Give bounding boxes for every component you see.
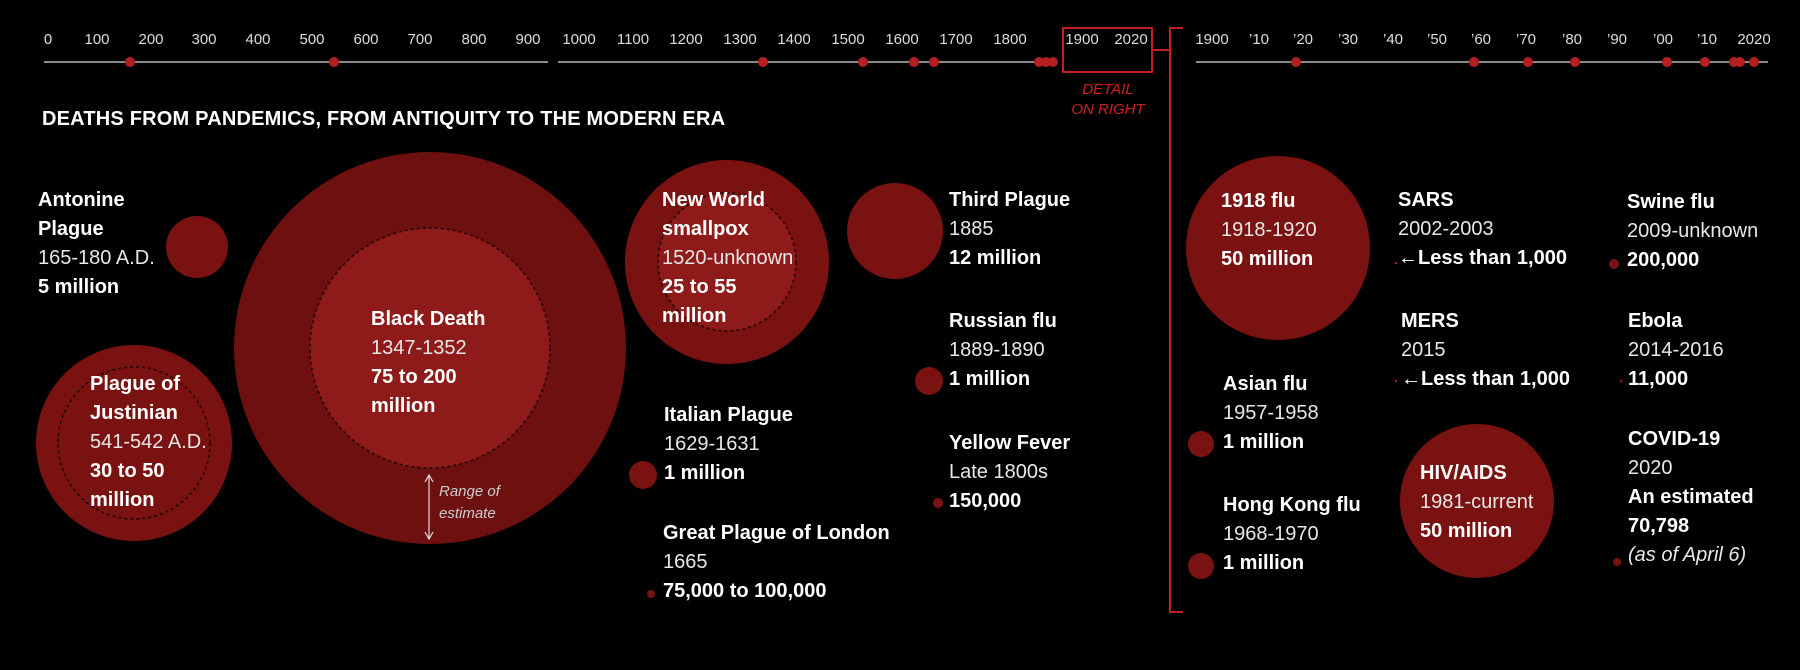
bubble-third [847,183,943,279]
justinian-deaths-2: million [90,489,155,511]
swine-years: 2009-unknown [1627,220,1759,242]
antonine-name-2: Plague [38,218,104,240]
timeline-dot-italian [909,57,919,67]
sars-arrow-icon: ← [1398,247,1418,269]
ebola-years: 2014-2016 [1628,339,1724,361]
label-london [663,519,890,606]
right-timeline-tick-label: ’80 [1561,31,1583,48]
hiv-deaths: 50 million [1420,520,1513,542]
left-timeline-tick-label: 200 [138,31,164,48]
left-timeline-tick-label: 1700 [939,31,973,48]
timeline-dot-1918 [1291,57,1301,67]
antonine-name-1: Antonine [38,189,125,211]
label-yellow [949,429,1070,516]
left-timeline-tick-label: 1900 [1065,31,1099,48]
right-timeline-tick-label: ’50 [1426,31,1448,48]
chart-title: DEATHS FROM PANDEMICS, FROM ANTIQUITY TO THE MODERN ERA [42,108,726,130]
left-timeline-tick-label: 900 [515,31,541,48]
label-third [949,186,1070,273]
detail-note-line2: ON RIGHT [1071,101,1145,118]
bubble-ebola [1620,380,1623,383]
detail-bracket [1170,28,1183,612]
smallpox-name-2: smallpox [662,218,749,240]
label-sars [1398,186,1567,273]
range-note-line2: estimate [439,505,496,522]
label-swine [1627,188,1758,275]
third-name: Third Plague [949,189,1071,211]
label-1918 [1221,187,1317,274]
covid-name: COVID-19 [1628,428,1721,450]
sars-deaths-line [1398,244,1567,273]
justinian-name-1: Plague of [90,373,181,395]
sars-name: SARS [1398,189,1454,211]
black-death-deaths-2: million [371,395,436,417]
timeline-dot-hiv [1570,57,1580,67]
left-timeline-tick-label: 800 [461,31,487,48]
third-deaths: 12 million [949,247,1042,269]
italian-years: 1629-1631 [664,433,760,455]
right-timeline-tick-label: 1900 [1195,31,1229,48]
hiv-name: HIV/AIDS [1420,462,1507,484]
hiv-years: 1981-current [1420,491,1534,513]
smallpox-years: 1520-unknown [662,247,794,269]
right-timeline-tick-label: ’70 [1515,31,1537,48]
left-timeline-tick-label: 1600 [885,31,919,48]
mers-arrow-icon: ← [1401,368,1421,390]
asian-years: 1957-1958 [1223,402,1319,424]
russian-name: Russian flu [949,310,1057,332]
sars-deaths: Less than 1,000 [1418,247,1567,269]
label-hongkong [1223,491,1361,578]
swine-deaths: 200,000 [1627,249,1700,271]
left-timeline-tick-label: 1400 [777,31,811,48]
asian-deaths: 1 million [1223,431,1305,453]
range-note [439,481,500,525]
left-timeline-tick-label: 2020 [1114,31,1148,48]
justinian-name-2: Justinian [90,402,178,424]
antonine-deaths: 5 million [38,276,120,298]
left-timeline-tick-label: 1300 [723,31,757,48]
covid-note: (as of April 6) [1628,544,1747,566]
smallpox-deaths-2: million [662,305,727,327]
left-timeline-tick-label: 500 [299,31,325,48]
flu1918-deaths: 50 million [1221,248,1314,270]
right-timeline-tick-label: ’10 [1248,31,1270,48]
mers-deaths: Less than 1,000 [1421,368,1570,390]
label-mers [1401,307,1570,394]
label-antonine [38,186,155,302]
timeline-dot-smallpox [858,57,868,67]
left-timeline-tick-label: 600 [353,31,379,48]
label-covid [1628,425,1754,570]
left-timeline-tick-label: 0 [43,31,53,48]
right-timeline-tick-label: ’20 [1292,31,1314,48]
london-years: 1665 [663,551,708,573]
left-timeline-tick-label: 1200 [669,31,703,48]
covid-deaths-2: 70,798 [1628,515,1690,537]
third-years: 1885 [949,218,994,240]
asian-name: Asian flu [1223,373,1308,395]
left-timeline-tick-label: 1500 [831,31,865,48]
black-death-years: 1347-1352 [371,337,467,359]
detail-note [1062,80,1154,120]
right-timeline-tick-label: ’90 [1606,31,1628,48]
timeline-dot-ebola [1735,57,1745,67]
timeline-dot-covid [1749,57,1759,67]
left-timeline-tick-label: 1100 [616,31,650,48]
bubble-london [647,590,655,598]
detail-note-line1: DETAIL [1082,81,1134,98]
ebola-deaths: 11,000 [1628,368,1689,390]
label-italian [664,401,793,488]
bubble-swine [1609,259,1619,269]
right-timeline-tick-label: ’40 [1382,31,1404,48]
smallpox-name-1: New World [662,189,765,211]
right-timeline-tick-label: ’60 [1470,31,1492,48]
right-timeline-tick-label: 2020 [1737,31,1771,48]
bubble-italian [629,461,657,489]
black-death-deaths-1: 75 to 200 [371,366,457,388]
ebola-name: Ebola [1628,310,1683,332]
right-timeline-tick-label: ’30 [1337,31,1359,48]
label-asian [1223,370,1319,457]
antonine-years: 165-180 A.D. [38,247,155,269]
black-death-name: Black Death [371,308,486,330]
flu1918-years: 1918-1920 [1221,219,1317,241]
left-timeline-tick-label: 300 [191,31,217,48]
hongkong-name: Hong Kong flu [1223,494,1361,516]
swine-name: Swine flu [1627,191,1715,213]
timeline-dot-justinian [329,57,339,67]
mers-name: MERS [1401,310,1459,332]
covid-years: 2020 [1628,457,1673,479]
bubble-mers [1395,380,1397,382]
timeline-dot-antonine [125,57,135,67]
timeline-dot-sars [1662,57,1672,67]
italian-name: Italian Plague [664,404,793,426]
bubble-yellow [933,498,943,508]
right-timeline-tick-label: ’00 [1652,31,1674,48]
italian-deaths: 1 million [664,462,746,484]
left-timeline-tick-label: 100 [84,31,110,48]
mers-deaths-line [1401,365,1570,394]
timeline-dot-hongkong [1523,57,1533,67]
russian-years: 1889-1890 [949,339,1045,361]
label-smallpox [662,186,793,331]
yellow-years: Late 1800s [949,461,1048,483]
covid-deaths-1: An estimated [1628,486,1754,508]
justinian-deaths-1: 30 to 50 [90,460,165,482]
london-name: Great Plague of London [663,522,890,544]
bubble-sars [1395,262,1397,264]
russian-deaths: 1 million [949,368,1031,390]
left-timeline-tick-label: 1800 [993,31,1027,48]
range-note-line1: Range of [439,483,500,500]
bubble-asian [1188,431,1214,457]
smallpox-deaths-1: 25 to 55 [662,276,737,298]
timeline-dot-yellow [1048,57,1058,67]
bubble-russian [915,367,943,395]
label-justinian [90,370,207,515]
timeline-dot-swine [1700,57,1710,67]
left-timeline-tick-label: 1000 [562,31,596,48]
timeline-dot-black-death [758,57,768,67]
justinian-years: 541-542 A.D. [90,431,207,453]
left-timeline-tick-label: 700 [407,31,433,48]
label-hiv [1420,459,1533,546]
label-russian [949,307,1057,394]
yellow-deaths: 150,000 [949,490,1022,512]
right-timeline-tick-label: ’10 [1696,31,1718,48]
flu1918-name: 1918 flu [1221,190,1296,212]
sars-years: 2002-2003 [1398,218,1494,240]
london-deaths: 75,000 to 100,000 [663,580,827,602]
left-timeline-tick-label: 400 [245,31,271,48]
bubble-hongkong [1188,553,1214,579]
mers-years: 2015 [1401,339,1446,361]
timeline-dot-london [929,57,939,67]
bubble-antonine [166,216,228,278]
timeline-dot-asian [1469,57,1479,67]
label-black-death [371,305,486,421]
yellow-name: Yellow Fever [949,432,1071,454]
hongkong-deaths: 1 million [1223,552,1305,574]
hongkong-years: 1968-1970 [1223,523,1319,545]
bubble-covid [1613,558,1621,566]
label-ebola [1628,307,1724,394]
